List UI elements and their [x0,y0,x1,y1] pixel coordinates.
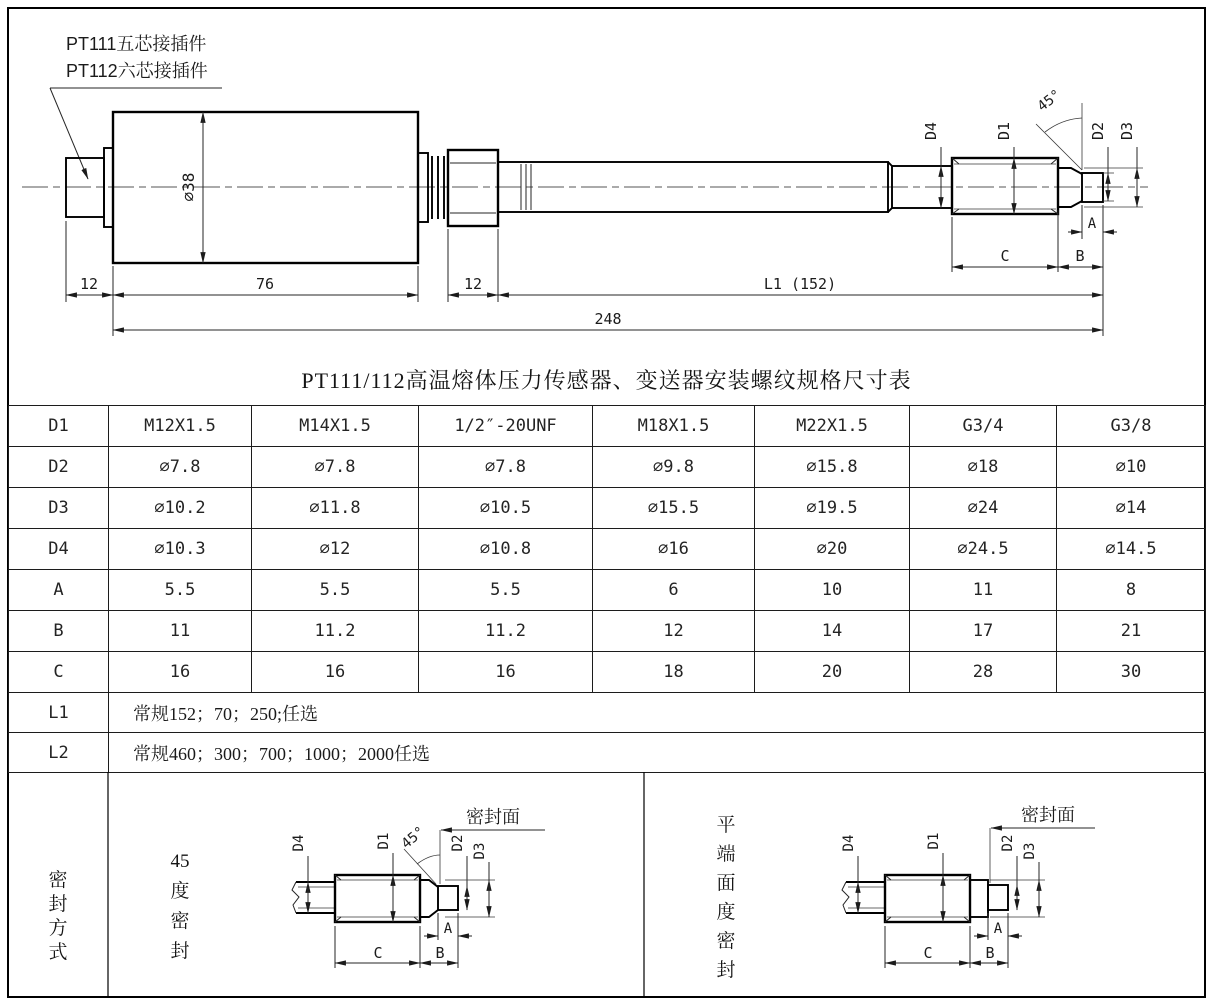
seal-diagram-flat [841,805,1095,968]
seal-method-char: 方 [48,918,68,939]
caption-char: 度 [716,902,736,923]
label-d3: D3 [1118,121,1136,141]
table-cell: 1/2″-20UNF [419,406,593,447]
sensing-tip [438,886,458,910]
table-cell: ∅9.8 [593,447,755,488]
table-cell: ∅15.8 [755,447,910,488]
table-row [9,652,1206,693]
table-cell: 17 [910,611,1057,652]
label-b: B [435,944,445,962]
dim-l1-length: L1 (152) [763,275,837,293]
table-cell: 20 [755,652,910,693]
table-row [9,406,1206,447]
label-d4: D4 [841,834,857,852]
table-cell: ∅10.5 [419,488,593,529]
sensing-tip [988,885,1008,910]
table-cell: ∅10.8 [419,529,593,570]
table-cell: ∅10 [1057,447,1206,488]
dim-connector-length: 12 [79,275,99,293]
spec-table [8,405,1206,773]
seal-right-caption [676,811,776,985]
table-cell: ∅20 [755,529,910,570]
table-cell: 18 [593,652,755,693]
hex-nut [448,150,498,226]
table-cell: 16 [419,652,593,693]
table-title: PT111/112高温熔体压力传感器、变送器安装螺纹规格尺寸表 [301,368,912,393]
caption-char: 度 [170,881,190,902]
table-cell: 14 [755,611,910,652]
seal-face-label: 密封面 [466,807,520,827]
label-c: C [1000,247,1010,265]
caption-char: 封 [716,960,736,981]
label-a: A [1087,216,1097,232]
table-cell: 8 [1057,570,1206,611]
label-d2: D2 [1000,834,1016,852]
leader-arrow [50,88,88,179]
table-cell: ∅14.5 [1057,529,1206,570]
table-cell: 21 [1057,611,1206,652]
row-label: D4 [9,529,109,570]
table-cell: M22X1.5 [755,406,910,447]
extension-lines [66,205,1103,336]
caption-char: 端 [716,844,736,865]
table-cell: 16 [252,652,419,693]
row-label: D1 [9,406,109,447]
thread-chamfers [952,158,1058,214]
l2-options: 常规460；300；700；1000；2000任选 [109,733,1206,773]
sensor-outline-drawing [0,0,1213,362]
table-cell: ∅24.5 [910,529,1057,570]
seal-cone [420,880,438,917]
thread-section [952,158,1058,214]
table-cell: 11 [910,570,1057,611]
dim-housing-length: 76 [255,275,275,293]
table-cell: 11.2 [252,611,419,652]
label-d4: D4 [922,121,940,141]
table-row [9,570,1206,611]
table-cell: G3/8 [1057,406,1206,447]
table-cell: ∅18 [910,447,1057,488]
table-cell: ∅7.8 [109,447,252,488]
table-cell: G3/4 [910,406,1057,447]
caption-char: 密 [170,911,190,932]
table-row [9,447,1206,488]
caption-char: 封 [170,941,190,962]
table-cell: ∅12 [252,529,419,570]
table-cell: ∅11.8 [252,488,419,529]
table-cell: 11.2 [419,611,593,652]
neck [970,880,988,917]
seal-method-char: 密 [48,870,68,891]
table-row [9,529,1206,570]
dim-nut-length: 12 [463,275,483,293]
label-d1: D1 [376,832,392,850]
table-cell: ∅7.8 [419,447,593,488]
table-cell: ∅10.2 [109,488,252,529]
table-cell: M12X1.5 [109,406,252,447]
table-cell: 11 [109,611,252,652]
table-cell: M18X1.5 [593,406,755,447]
table-cell: 5.5 [109,570,252,611]
seal-left-caption [130,847,230,967]
seal-method-row-label [8,869,108,965]
table-cell: 10 [755,570,910,611]
table-row-l1 [9,693,1206,733]
caption-char: 面 [716,873,736,894]
seal-method-char: 式 [48,942,68,963]
l1-options: 常规152；70；250;任选 [109,693,1206,733]
label-45deg: 45° [398,823,429,853]
label-a: A [993,921,1003,937]
table-cell: 16 [109,652,252,693]
row-label: L2 [9,733,109,773]
seal-face-label: 密封面 [1021,805,1075,825]
label-c: C [923,944,933,962]
label-b: B [1075,247,1085,265]
label-d1: D1 [995,121,1013,141]
row-label: C [9,652,109,693]
table-cell: ∅19.5 [755,488,910,529]
dim-total-length: 248 [594,310,622,328]
table-cell: 5.5 [252,570,419,611]
table-cell: ∅14 [1057,488,1206,529]
table-cell: ∅7.8 [252,447,419,488]
label-d3: D3 [472,842,488,860]
table-row [9,611,1206,652]
caption-char: 密 [716,931,736,952]
table-cell: M14X1.5 [252,406,419,447]
row-label: B [9,611,109,652]
table-cell: 30 [1057,652,1206,693]
label-d1: D1 [926,832,942,850]
label-d2: D2 [1089,121,1107,141]
seal-method-char: 封 [48,894,68,915]
label-b: B [985,944,995,962]
caption-char: 平 [716,815,736,836]
thread-block [885,875,970,922]
row-label: D3 [9,488,109,529]
table-cell: 12 [593,611,755,652]
label-a: A [443,921,453,937]
table-cell: 6 [593,570,755,611]
label-45deg: 45° [1034,86,1065,115]
table-cell: 28 [910,652,1057,693]
table-cell: 5.5 [419,570,593,611]
seal-diagram-45deg [291,807,545,968]
table-row [9,488,1206,529]
caption-char: 45 [170,851,190,872]
label-d3: D3 [1022,842,1038,860]
dim-housing-dia: ∅38 [179,172,198,202]
table-cell: ∅10.3 [109,529,252,570]
label-c: C [373,944,383,962]
connector-note-line1: PT111五芯接插件 [66,34,207,54]
table-row-l2 [9,733,1206,773]
label-d4: D4 [291,834,307,852]
thread-block [335,875,420,922]
table-cell: ∅24 [910,488,1057,529]
table-cell: ∅15.5 [593,488,755,529]
table-cell: ∅16 [593,529,755,570]
row-label: L1 [9,693,109,733]
hex-nut-facets [450,163,496,213]
row-label: D2 [9,447,109,488]
label-d2: D2 [450,834,466,852]
connector-note-line2: PT112六芯接插件 [66,61,208,81]
row-label: A [9,570,109,611]
